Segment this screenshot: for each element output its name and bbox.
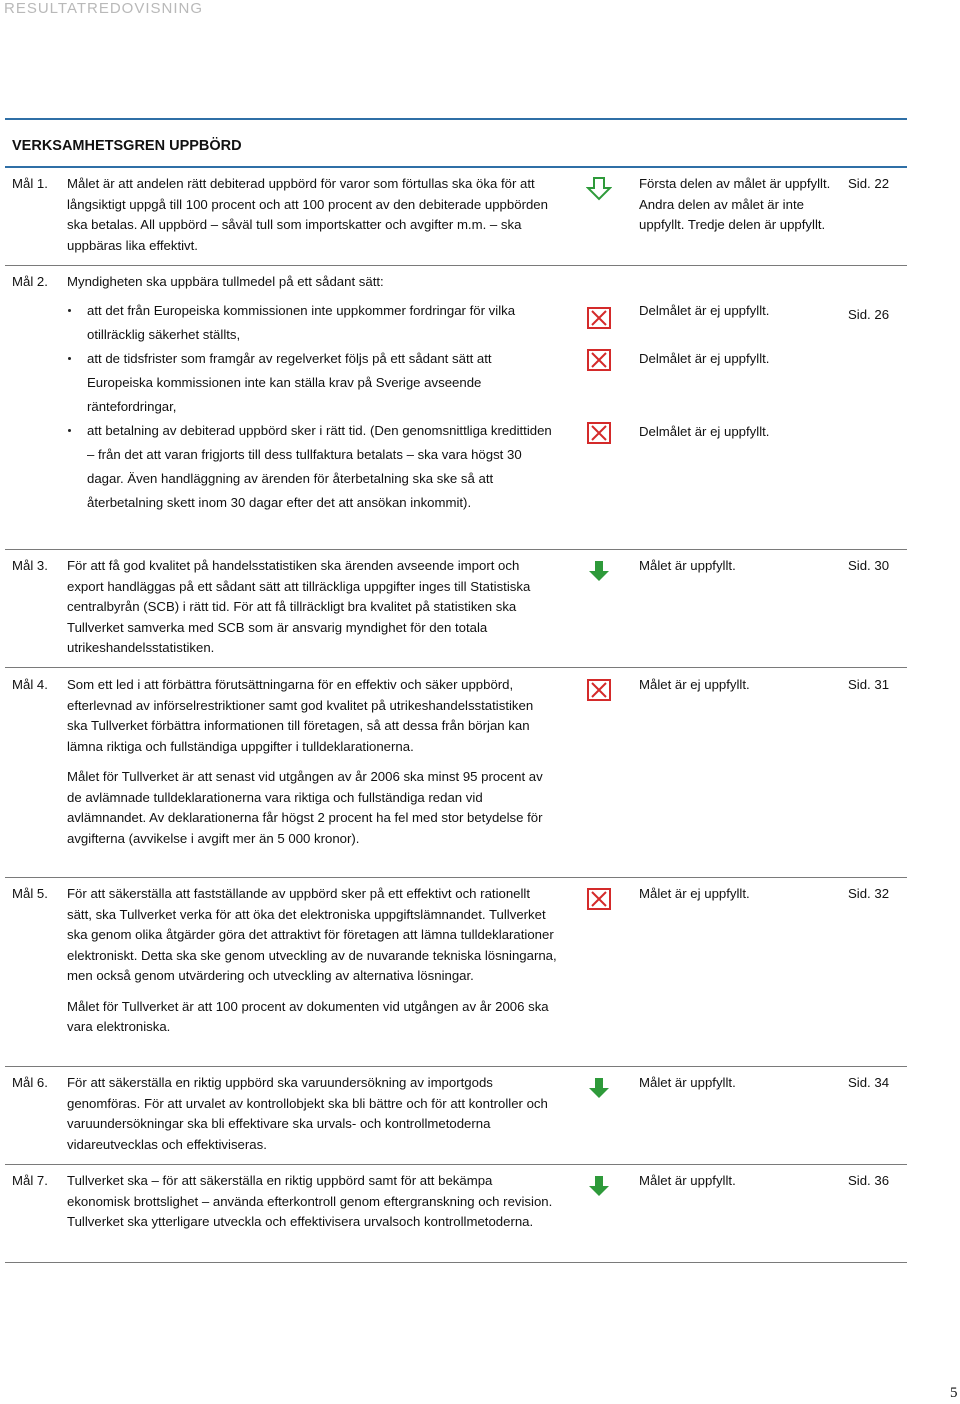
- goal-1-status: Första delen av målet är uppfyllt. Andra delen av målet är inte uppfyllt. Tredje delen är uppfyllt.: [639, 176, 831, 232]
- outline-green-arrow-down-icon: [586, 176, 612, 202]
- goal-2-page-ref: Sid. 26: [848, 307, 890, 322]
- goal-2-intro: Myndigheten ska uppbära tullmedel på ett sådant sätt:: [67, 274, 384, 289]
- goal-7-status: Målet är uppfyllt.: [639, 1173, 736, 1188]
- subgoal-item: att de tidsfrister som framgår av regelverket följs på ett sådant sätt att Europeiska kommissionen inte kan ställa krav på Sverige avseende räntefordringar,: [67, 347, 557, 419]
- goal-4-label: Mål 4.: [12, 677, 48, 692]
- goal-3-status: Målet är uppfyllt.: [639, 558, 736, 573]
- goal-separator: [5, 549, 907, 550]
- goal-6-status: Målet är uppfyllt.: [639, 1075, 736, 1090]
- page-number: 5: [950, 1385, 958, 1401]
- goal-2-subgoals: [67, 299, 557, 515]
- goal-7-label: Mål 7.: [12, 1173, 48, 1188]
- section-rule: [5, 166, 907, 168]
- goal-separator: [5, 265, 907, 266]
- red-x-box-icon: [586, 887, 612, 913]
- goal-separator: [5, 877, 907, 878]
- goal-5-paragraph: För att säkerställa att fastställande av uppbörd sker på ett effektivt och rationellt sätt, ska Tullverket verka för att öka det elektroniska uppgiftslämnandet. Tullverket ska genom olika åtgärder göra det attraktivt för företagen att lämna tulldeklarationer elektroniskt. Detta ska ske genom utveckling av de nuvarande tekniska lösningarna, men också genom utvärdering och utveckling av alternativa lösningar.: [67, 886, 557, 983]
- red-x-box-icon: [586, 306, 612, 332]
- subgoal-1-status: Delmålet är ej uppfyllt.: [639, 303, 770, 318]
- goal-5-label: Mål 5.: [12, 886, 48, 901]
- goal-2-label: Mål 2.: [12, 274, 48, 289]
- goal-4-page-ref: Sid. 31: [848, 677, 890, 692]
- red-x-box-icon: [586, 678, 612, 704]
- goal-5-text: [67, 884, 557, 1038]
- red-x-box-icon: [586, 421, 612, 447]
- goal-4-paragraph-2: Målet för Tullverket är att senast vid utgången av år 2006 ska minst 95 procent av de avlämnade tulldeklarationerna vara riktiga och fullständiga redan vid avlämnandet. Av deklarationerna får högst 2 procent ha fel med stor betydelse för avgifterna (avvikelse i avgift mer än 5 000 kronor).: [67, 769, 543, 846]
- green-arrow-down-icon: [586, 1075, 612, 1101]
- goal-7-page-ref: Sid. 36: [848, 1173, 890, 1188]
- goal-4-text: [67, 675, 557, 849]
- goal-separator: [5, 1262, 907, 1263]
- green-arrow-down-icon: [586, 558, 612, 584]
- goal-4-paragraph: Som ett led i att förbättra förutsättningarna för en effektiv och säker uppbörd, efterlevnad av införselrestriktioner samt god kvalitet på utrikeshandelsstatistiken ska Tullverket förbättra informationen till företagen, så att dessa från början kan lämna riktiga och fullständiga uppgifter i tulldeklarationerna.: [67, 677, 534, 754]
- goal-6-text: För att säkerställa en riktig uppbörd ska varuundersökning av importgods genomföras. För att urvalet av kontrollobjekt ska bli bättre och för att kontroller och varuundersökningar ska bli effektivare ska urvals- och kontrollmetoderna vidareutvecklas och effektiviseras.: [67, 1075, 548, 1152]
- goal-5-paragraph-2: Målet för Tullverket är att 100 procent av dokumenten vid utgången av år 2006 ska vara elektroniska.: [67, 998, 549, 1034]
- goal-3-page-ref: Sid. 30: [848, 558, 890, 573]
- goal-separator: [5, 1164, 907, 1165]
- goal-1-text: Målet är att andelen rätt debiterad uppbörd för varor som förtullas ska öka för att långsiktigt uppgå till 100 procent och att 100 procent av den debiterade uppbörden ska betalas. All uppbörd – såväl tull som importskatter och avgifter m.m. – ska uppbäras lika effektivt.: [67, 176, 548, 253]
- goal-4-status: Målet är ej uppfyllt.: [639, 677, 750, 692]
- goal-7-text: Tullverket ska – för att säkerställa en riktig uppbörd samt för att bekämpa ekonomisk brottslighet – använda efterkontroll genom eftergranskning och revision. Tullverket ska ytterligare utveckla och effektivisera urvalsoch kontrollmetoderna.: [67, 1173, 553, 1229]
- goal-3-label: Mål 3.: [12, 558, 48, 573]
- goal-1-label: Mål 1.: [12, 176, 48, 191]
- subgoal-item: att betalning av debiterad uppbörd sker i rätt tid. (Den genomsnittliga kredittiden – från det att varan frigjorts till dess tullfaktura betalats – ska vara högst 30 dagar. Även handläggning av ärenden för återbetalning ska ske så att återbetalning skett inom 30 dagar efter det att ansökan inkommit).: [67, 419, 557, 515]
- goal-separator: [5, 1066, 907, 1067]
- goal-6-page-ref: Sid. 34: [848, 1075, 890, 1090]
- goal-1-page-ref: Sid. 22: [848, 176, 890, 191]
- green-arrow-down-icon: [586, 1173, 612, 1199]
- subgoal-3-status: Delmålet är ej uppfyllt.: [639, 424, 770, 439]
- goal-3-text: För att få god kvalitet på handelsstatistiken ska ärenden avseende import och export handläggas på ett sådant sätt att tillräckliga uppgifter inges till Statistiska centralbyrån (SCB) i rätt tid. För att få tillräckligt bra kvalitet på statistiken ska Tullverket samverka med SCB som är ansvarig myndighet för den totala utrikeshandelsstatistiken.: [67, 558, 531, 655]
- goal-5-status: Målet är ej uppfyllt.: [639, 886, 750, 901]
- goal-separator: [5, 667, 907, 668]
- header-rule: [5, 118, 907, 120]
- red-x-box-icon: [586, 348, 612, 374]
- running-header: RESULTATREDOVISNING: [4, 0, 204, 17]
- section-title: VERKSAMHETSGREN UPPBÖRD: [12, 138, 242, 154]
- goal-6-label: Mål 6.: [12, 1075, 48, 1090]
- goal-5-page-ref: Sid. 32: [848, 886, 890, 901]
- subgoal-2-status: Delmålet är ej uppfyllt.: [639, 351, 770, 366]
- subgoal-item: att det från Europeiska kommissionen inte uppkommer fordringar för vilka otillräcklig säkerhet ställts,: [67, 299, 557, 347]
